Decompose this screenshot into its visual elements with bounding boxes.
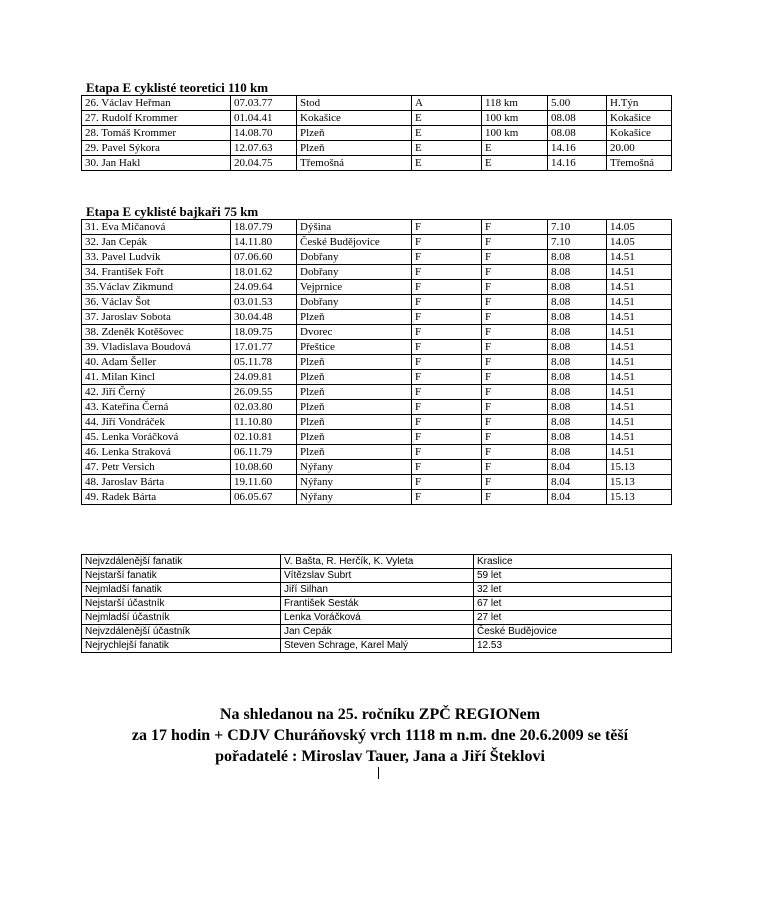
table-cell: E [412,111,482,126]
table-cell: Nejmladší fanatik [82,583,281,597]
table-cell: 14.51 [607,430,672,445]
table-cell: F [482,265,548,280]
table-cell: Dobřany [297,295,412,310]
table-cell: 14.51 [607,250,672,265]
table-cell: F [412,280,482,295]
table-cell: 14.05 [607,235,672,250]
table-cell: 46. Lenka Straková [82,445,231,460]
table-cell: Třemošná [297,156,412,171]
table-cell: 5.00 [548,96,607,111]
table-row [82,141,672,156]
table-cell: 48. Jaroslav Bárta [82,475,231,490]
table-cell: 11.10.80 [231,415,297,430]
table-cell: Stod [297,96,412,111]
table-cell: Jiří Silhan [281,583,474,597]
table-cell: F [412,490,482,505]
table-cell: 24.09.81 [231,370,297,385]
table-body [82,220,672,505]
table-row [82,569,672,583]
table-cell: F [412,370,482,385]
table-cell: E [482,156,548,171]
closing-line-3: pořadatelé : Miroslav Tauer, Jana a Jiří Šteklovi [215,748,545,765]
table-row [82,310,672,325]
table-row [82,597,672,611]
table-cell: F [482,475,548,490]
table-row [82,555,672,569]
table-cell: 20.00 [607,141,672,156]
table-cell: 01.04.41 [231,111,297,126]
table-cell: 35.Václav Zikmund [82,280,231,295]
table-cell: 14.16 [548,141,607,156]
table-cell: Steven Schrage, Karel Malý [281,639,474,653]
table-cell: 07.06.60 [231,250,297,265]
table-etapa-e-teoretici [81,95,672,171]
table-cell: F [482,490,548,505]
table-cell: 33. Pavel Ludvík [82,250,231,265]
table-row [82,250,672,265]
table-row [82,126,672,141]
table-cell: 14.51 [607,265,672,280]
table-cell: Nejvzdálenější fanatik [82,555,281,569]
closing-message [60,704,700,767]
table-cell: Třemošná [607,156,672,171]
table-cell: F [482,370,548,385]
table-cell: Nejstarší účastník [82,597,281,611]
table-cell: F [412,385,482,400]
table-row [82,430,672,445]
table-row [82,111,672,126]
table-row [82,385,672,400]
table-cell: Nýřany [297,490,412,505]
table-cell: 15.13 [607,490,672,505]
table-cell: F [482,280,548,295]
table-cell: 7.10 [548,220,607,235]
table-cell: Plzeň [297,126,412,141]
table-cell: 18.07.79 [231,220,297,235]
section-title-etapa-e-teoretici: Etapa E cyklisté teoretici 110 km [86,80,269,95]
table-cell: Plzeň [297,430,412,445]
table-cell: 8.08 [548,355,607,370]
table-cell: 8.08 [548,250,607,265]
table-row [82,340,672,355]
table-cell: F [482,400,548,415]
table-cell: 32 let [474,583,672,597]
table-cell: F [482,460,548,475]
table-cell: F [412,415,482,430]
table-cell: 41. Milan Kincl [82,370,231,385]
table-cell: F [412,400,482,415]
table-cell: H.Týn [607,96,672,111]
table-row [82,370,672,385]
table-cell: 08.08 [548,111,607,126]
table-row [82,475,672,490]
section-title-etapa-e-bajkari: Etapa E cyklisté bajkaři 75 km [86,204,259,219]
table-row [82,265,672,280]
table-cell: 14.16 [548,156,607,171]
table-cell: 15.13 [607,460,672,475]
table-cell: 8.08 [548,400,607,415]
table-cell: F [412,430,482,445]
table-cell: E [412,141,482,156]
table-cell: F [482,295,548,310]
table-cell: Dobřany [297,250,412,265]
table-cell: 14.51 [607,445,672,460]
table-cell: 45. Lenka Voráčková [82,430,231,445]
table-cell: 12.53 [474,639,672,653]
table-cell: 14.08.70 [231,126,297,141]
table-cell: F [482,340,548,355]
table-cell: 42. Jiří Černý [82,385,231,400]
table-cell: Plzeň [297,370,412,385]
table-cell: 06.11.79 [231,445,297,460]
table-cell: F [482,325,548,340]
table-cell: 8.04 [548,490,607,505]
table-cell: 19.11.60 [231,475,297,490]
table-cell: 14.51 [607,385,672,400]
table-row [82,355,672,370]
table-cell: 07.03.77 [231,96,297,111]
table-row [82,625,672,639]
table-stats [81,554,672,653]
table-cell: Plzeň [297,445,412,460]
table-cell: Plzeň [297,400,412,415]
table-cell: Kokašice [297,111,412,126]
table-cell: 47. Petr Versich [82,460,231,475]
table-cell: 8.04 [548,475,607,490]
table-cell: F [482,415,548,430]
table-cell: 8.08 [548,340,607,355]
table-cell: 02.03.80 [231,400,297,415]
table-cell: F [412,235,482,250]
table-cell: 8.08 [548,310,607,325]
table-cell: 31. Eva Mičanová [82,220,231,235]
table-cell: 67 let [474,597,672,611]
table-cell: Plzeň [297,415,412,430]
table-cell: F [412,250,482,265]
table-cell: 8.08 [548,445,607,460]
table-cell: E [482,141,548,156]
table-cell: 08.08 [548,126,607,141]
table-cell: Vejprnice [297,280,412,295]
table-cell: 8.08 [548,325,607,340]
table-row [82,96,672,111]
closing-line-1: Na shledanou na 25. ročníku ZPČ REGIONem [219,706,541,723]
table-row [82,325,672,340]
table-cell: Dýšina [297,220,412,235]
table-cell: F [412,340,482,355]
table-cell: 20.04.75 [231,156,297,171]
table-cell: Nýřany [297,460,412,475]
table-cell: 15.13 [607,475,672,490]
table-cell: A [412,96,482,111]
table-cell: 28. Tomáš Krommer [82,126,231,141]
table-cell: 14.51 [607,295,672,310]
table-cell: Plzeň [297,310,412,325]
table-cell: V. Bašta, R. Herčík, K. Vyleta [281,555,474,569]
table-cell: Kokašice [607,126,672,141]
table-row [82,295,672,310]
table-cell: 18.01.62 [231,265,297,280]
table-row [82,220,672,235]
table-cell: 14.51 [607,325,672,340]
table-cell: F [412,265,482,280]
table-cell: 24.09.64 [231,280,297,295]
table-cell: F [412,325,482,340]
table-cell: 7.10 [548,235,607,250]
table-cell: 30.04.48 [231,310,297,325]
table-cell: Jan Cepák [281,625,474,639]
table-cell: F [412,310,482,325]
table-cell: František Sesták [281,597,474,611]
table-cell: České Budějovice [297,235,412,250]
table-cell: 34. František Fořt [82,265,231,280]
table-cell: Vítězslav Subrt [281,569,474,583]
table-cell: Plzeň [297,355,412,370]
table-cell: 26.09.55 [231,385,297,400]
table-cell: 14.51 [607,400,672,415]
table-cell: 8.08 [548,295,607,310]
table-cell: F [412,295,482,310]
table-cell: 27 let [474,611,672,625]
table-cell: F [482,310,548,325]
table-cell: Nejstarší fanatik [82,569,281,583]
table-row [82,611,672,625]
table-cell: F [412,220,482,235]
table-row [82,639,672,653]
table-cell: F [482,385,548,400]
table-cell: 38. Zdeněk Kotěšovec [82,325,231,340]
table-cell: 36. Václav Šot [82,295,231,310]
table-cell: 8.08 [548,385,607,400]
table-cell: 27. Rudolf Krommer [82,111,231,126]
table-cell: Dobřany [297,265,412,280]
table-cell: 30. Jan Hakl [82,156,231,171]
closing-line-2: za 17 hodin + CDJV Churáňovský vrch 1118 m n.m. dne 20.6.2009 se těší [131,727,629,744]
table-cell: 18.09.75 [231,325,297,340]
table-cell: 29. Pavel Sýkora [82,141,231,156]
table-cell: F [412,460,482,475]
table-cell: 37. Jaroslav Sobota [82,310,231,325]
table-cell: 05.11.78 [231,355,297,370]
table-cell: 14.05 [607,220,672,235]
table-row [82,490,672,505]
table-cell: 8.08 [548,265,607,280]
table-cell: F [482,220,548,235]
table-cell: Dvorec [297,325,412,340]
table-cell: 59 let [474,569,672,583]
table-cell: 17.01.77 [231,340,297,355]
table-row [82,460,672,475]
table-cell: Plzeň [297,385,412,400]
table-cell: F [412,475,482,490]
table-cell: F [482,235,548,250]
table-cell: Kraslice [474,555,672,569]
table-cell: 14.51 [607,355,672,370]
table-cell: 118 km [482,96,548,111]
table-cell: 06.05.67 [231,490,297,505]
table-cell: 8.08 [548,280,607,295]
table-cell: 49. Radek Bárta [82,490,231,505]
text-cursor [378,767,379,779]
table-cell: F [482,250,548,265]
table-cell: E [412,156,482,171]
table-row [82,235,672,250]
table-cell: Nýřany [297,475,412,490]
table-body [82,96,672,171]
table-cell: 02.10.81 [231,430,297,445]
table-row [82,583,672,597]
table-etapa-e-bajkari [81,219,672,505]
table-cell: 12.07.63 [231,141,297,156]
table-cell: 44. Jiří Vondráček [82,415,231,430]
table-cell: 100 km [482,111,548,126]
table-cell: 14.11.80 [231,235,297,250]
table-cell: 32. Jan Cepák [82,235,231,250]
table-cell: 14.51 [607,280,672,295]
table-cell: Lenka Voráčková [281,611,474,625]
table-cell: F [412,445,482,460]
table-cell: Plzeň [297,141,412,156]
table-cell: Nejvzdálenější účastník [82,625,281,639]
table-cell: 14.51 [607,340,672,355]
table-cell: E [412,126,482,141]
table-cell: 43. Kateřina Černá [82,400,231,415]
table-cell: 10.08.60 [231,460,297,475]
table-cell: 14.51 [607,370,672,385]
table-cell: 14.51 [607,415,672,430]
table-cell: 26. Václav Heřman [82,96,231,111]
table-row [82,400,672,415]
table-body [82,555,672,653]
table-cell: 40. Adam Šeller [82,355,231,370]
table-cell: 8.04 [548,460,607,475]
table-cell: Nejmladší účastník [82,611,281,625]
table-cell: 100 km [482,126,548,141]
table-cell: Nejrychlejší fanatik [82,639,281,653]
table-row [82,445,672,460]
table-cell: 03.01.53 [231,295,297,310]
table-cell: 39. Vladislava Boudová [82,340,231,355]
table-cell: České Budějovice [474,625,672,639]
table-row [82,156,672,171]
table-cell: F [412,355,482,370]
table-row [82,280,672,295]
table-cell: F [482,355,548,370]
table-row [82,415,672,430]
table-cell: 8.08 [548,415,607,430]
table-cell: F [482,430,548,445]
table-cell: 14.51 [607,310,672,325]
table-cell: F [482,445,548,460]
table-cell: 8.08 [548,430,607,445]
table-cell: Kokašice [607,111,672,126]
table-cell: Přeštice [297,340,412,355]
table-cell: 8.08 [548,370,607,385]
